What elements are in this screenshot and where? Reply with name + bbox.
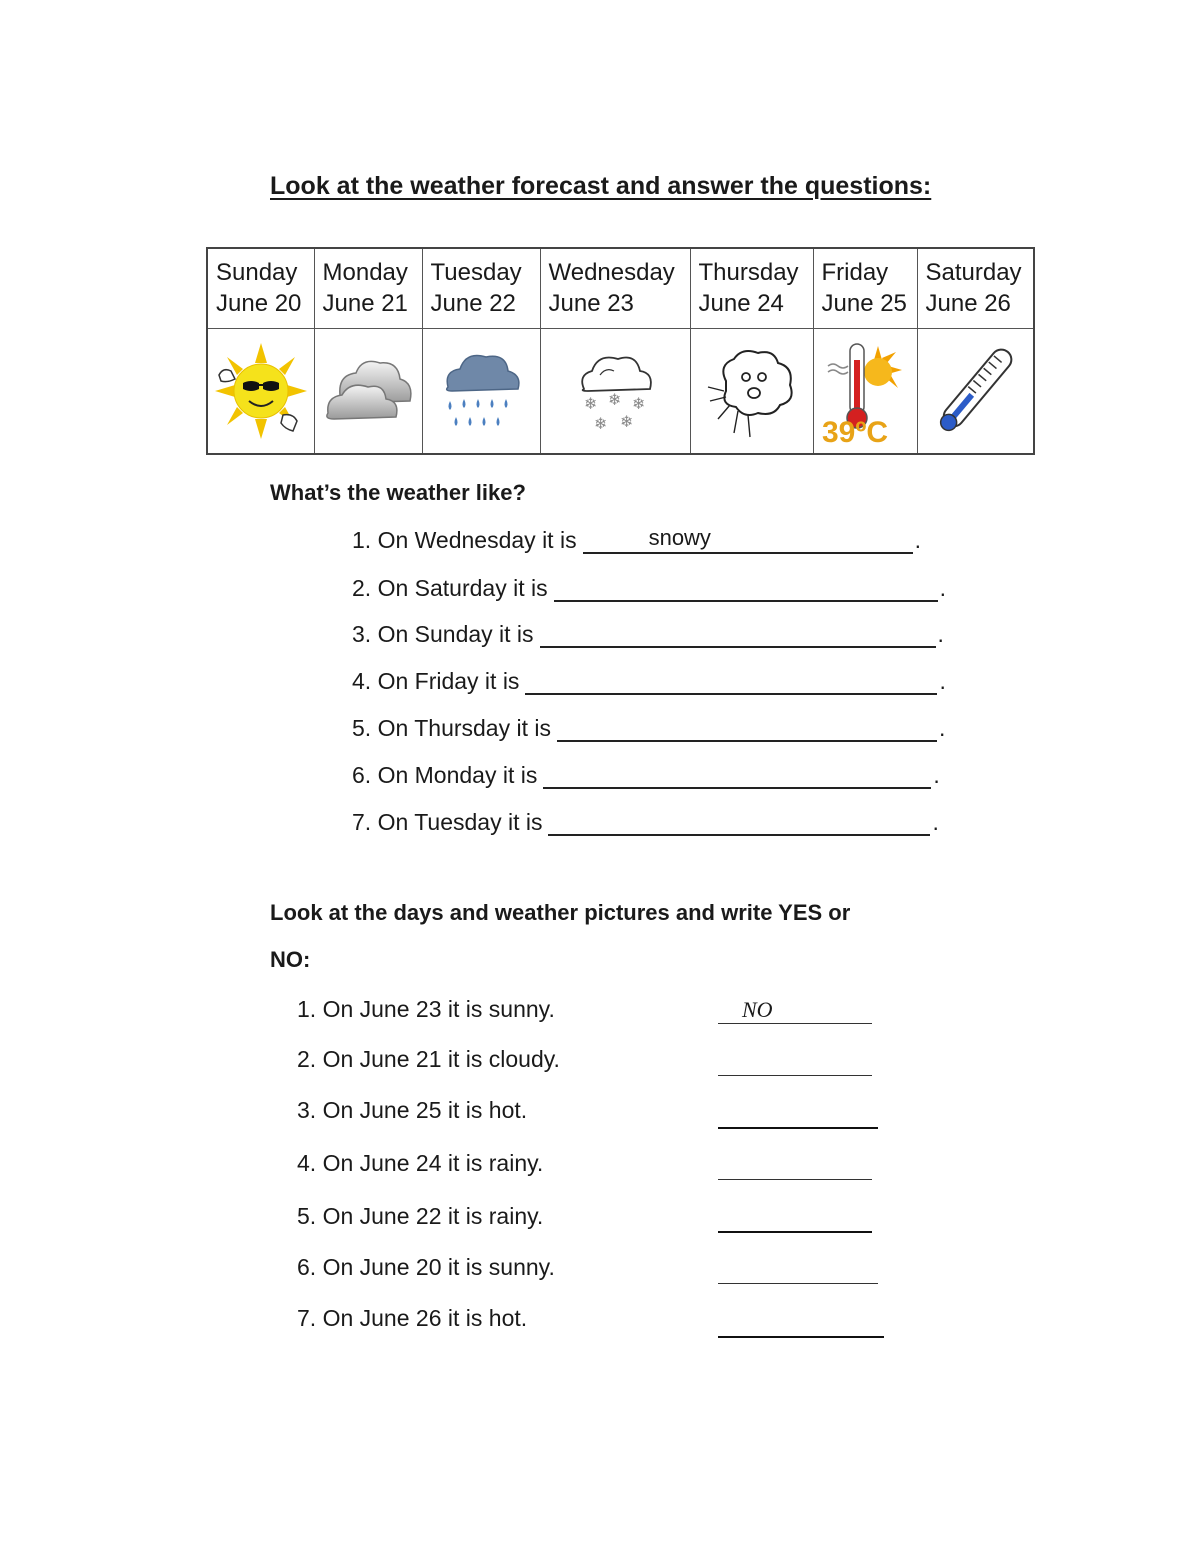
day-name: Sunday [216, 259, 298, 286]
picture-cell-wednesday [540, 328, 690, 454]
worksheet-title: Look at the weather forecast and answer the questions: [270, 172, 932, 200]
answer-blank[interactable] [557, 716, 937, 742]
yes-no-question: 6. On June 20 it is sunny. [297, 1254, 555, 1280]
question-row [352, 712, 945, 742]
answer-blank[interactable] [548, 810, 930, 836]
picture-cell-tuesday [422, 328, 540, 454]
question-text: 1. On Wednesday it is [352, 527, 577, 553]
question-text: 7. On Tuesday it is [352, 809, 543, 835]
question-end: . [939, 715, 946, 741]
weather-forecast-table [206, 247, 1035, 455]
day-date: June 22 [430, 290, 516, 317]
day-date: June 25 [821, 290, 907, 317]
answer-blank[interactable] [543, 763, 931, 789]
question-text: 2. On Saturday it is [352, 575, 548, 601]
answer-blank[interactable] [525, 669, 937, 695]
day-name: Saturday [925, 259, 1022, 286]
sun-icon [213, 341, 309, 441]
temperature-label: 39ºC [822, 415, 888, 446]
picture-cell-sunday [207, 328, 314, 454]
section2-heading-line2: NO: [270, 947, 311, 972]
question-end: . [932, 809, 939, 835]
day-name: Monday [322, 259, 408, 286]
picture-cell-saturday [917, 328, 1034, 454]
day-cell-monday [314, 248, 422, 328]
picture-cell-monday [314, 328, 422, 454]
section2-heading-line1: Look at the days and weather pictures and write YES or [270, 900, 851, 925]
day-name: Wednesday [548, 259, 675, 286]
cold-thermometer-icon [927, 336, 1023, 446]
svg-text:❄: ❄ [608, 389, 622, 409]
day-cell-tuesday [422, 248, 540, 328]
day-name: Friday [821, 259, 889, 286]
question-row [352, 665, 946, 695]
yes-no-answer-blank[interactable] [718, 995, 872, 1024]
question-row [352, 524, 921, 554]
yes-no-question: 1. On June 23 it is sunny. [297, 996, 555, 1022]
section1-heading: What’s the weather like? [270, 480, 526, 505]
day-cell-saturday [917, 248, 1034, 328]
question-end: . [937, 621, 944, 647]
yes-no-answer-blank[interactable] [718, 1047, 872, 1076]
picture-cell-friday [813, 328, 917, 454]
yes-no-question: 5. On June 22 it is rainy. [297, 1203, 544, 1229]
question-row [352, 806, 939, 836]
yes-no-answer-blank[interactable] [718, 1255, 878, 1284]
svg-text:❄: ❄ [620, 411, 634, 431]
svg-text:❄: ❄ [584, 393, 598, 413]
yes-no-question: 2. On June 21 it is cloudy. [297, 1046, 560, 1072]
yes-no-question: 4. On June 24 it is rainy. [297, 1150, 544, 1176]
day-date: June 23 [548, 290, 634, 317]
day-date: June 24 [698, 290, 784, 317]
day-cell-sunday [207, 248, 314, 328]
question-row [352, 618, 944, 648]
yes-no-answer-blank[interactable] [718, 1203, 872, 1233]
question-end: . [939, 668, 946, 694]
yes-no-answer-blank[interactable] [718, 1099, 878, 1129]
question-row [352, 759, 940, 789]
svg-text:❄: ❄ [632, 393, 646, 413]
svg-text:❄: ❄ [594, 413, 608, 433]
day-name: Thursday [698, 259, 799, 286]
wind-face-icon [704, 343, 800, 439]
yes-no-question: 3. On June 25 it is hot. [297, 1097, 528, 1123]
day-date: June 20 [216, 290, 302, 317]
day-date: June 21 [322, 290, 408, 317]
question-text: 4. On Friday it is [352, 668, 520, 694]
snow-cloud-icon [570, 345, 660, 437]
day-date: June 26 [925, 290, 1011, 317]
question-end: . [914, 527, 921, 553]
question-text: 3. On Sunday it is [352, 621, 534, 647]
forecast-header-row [207, 248, 1034, 328]
yes-no-answer-blank[interactable] [718, 1308, 884, 1338]
answer-text: snowy [648, 525, 711, 550]
answer-blank[interactable] [540, 622, 936, 648]
question-row [352, 572, 946, 602]
hot-thermometer-icon [818, 336, 912, 446]
yes-no-answer: NO [742, 997, 773, 1022]
rain-cloud-icon [436, 345, 526, 437]
answer-blank[interactable] [583, 525, 913, 554]
question-end: . [939, 575, 946, 601]
question-end: . [933, 762, 940, 788]
forecast-picture-row [207, 328, 1034, 454]
answer-blank[interactable] [554, 576, 938, 602]
yes-no-answer-blank[interactable] [718, 1151, 872, 1180]
question-text: 5. On Thursday it is [352, 715, 551, 741]
picture-cell-thursday [690, 328, 813, 454]
day-name: Tuesday [430, 259, 522, 286]
question-text: 6. On Monday it is [352, 762, 538, 788]
day-cell-wednesday [540, 248, 690, 328]
day-cell-thursday [690, 248, 813, 328]
yes-no-question: 7. On June 26 it is hot. [297, 1305, 528, 1331]
day-cell-friday [813, 248, 917, 328]
cloud-icon [320, 351, 416, 431]
